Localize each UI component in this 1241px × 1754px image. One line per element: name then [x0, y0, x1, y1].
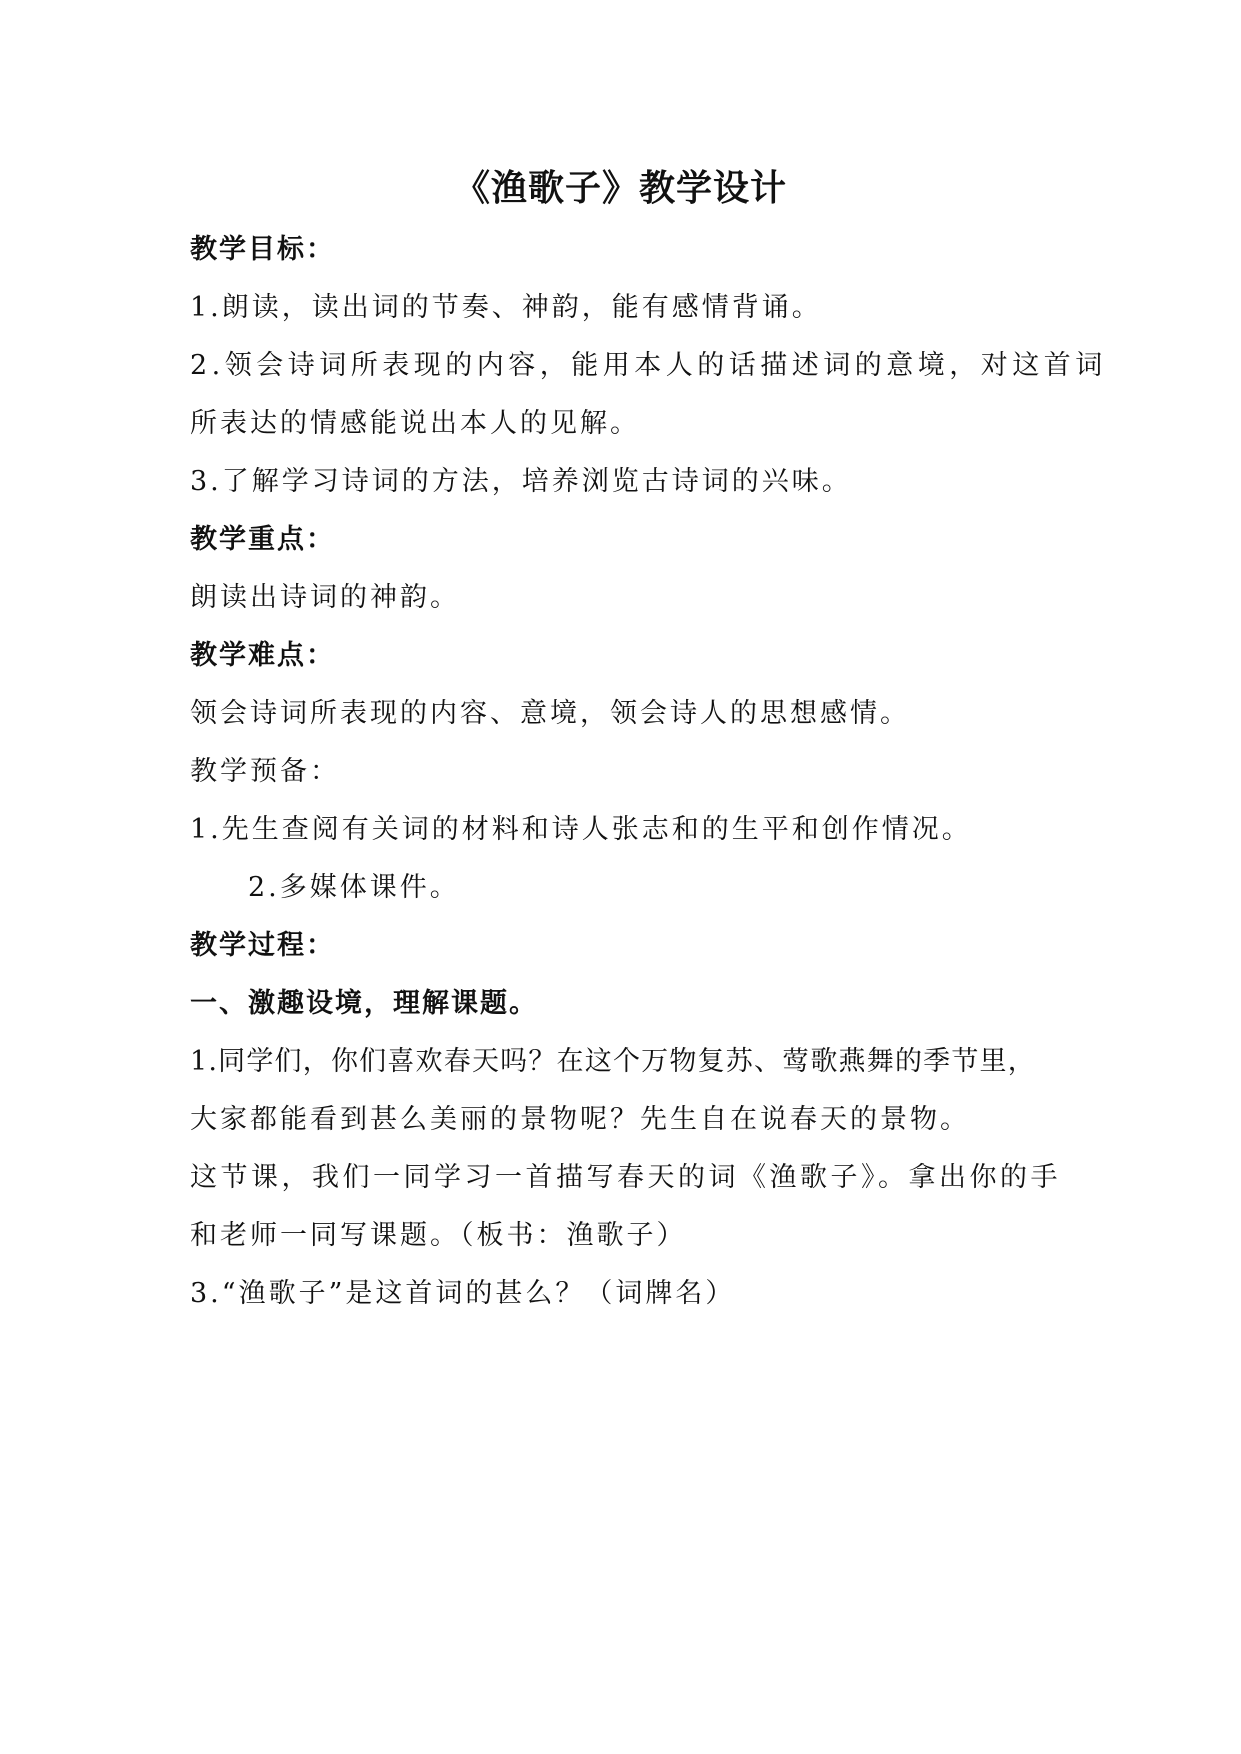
process-paragraph-2: 这节课，我们一同学习一首描写春天的词《渔歌子》。拿出你的手 — [190, 1162, 1061, 1193]
process-step-1-heading: 一、激趣设境，理解课题。 — [190, 988, 538, 1019]
difficulty-text: 领会诗词所表现的内容、意境，领会诗人的思想感情。 — [190, 698, 910, 729]
objective-item-3: 3.了解学习诗词的方法，培养浏览古诗词的兴味。 — [190, 466, 852, 497]
section-heading-objectives: 教学目标： — [190, 234, 335, 265]
preparation-item-1: 1.先生查阅有关词的材料和诗人张志和的生平和创作情况。 — [190, 814, 972, 845]
process-paragraph-1: 1.同学们，你们喜欢春天吗？在这个万物复苏、莺歌燕舞的季节里， — [190, 1046, 1036, 1077]
process-paragraph-3: 3.“渔歌子”是这首词的甚么？（词牌名） — [190, 1278, 736, 1309]
section-heading-preparation: 教学预备： — [190, 756, 340, 787]
section-heading-difficulties: 教学难点： — [190, 640, 335, 671]
key-point-text: 朗读出诗词的神韵。 — [190, 582, 460, 613]
section-heading-process: 教学过程： — [190, 930, 335, 961]
document-title: 《渔歌子》教学设计 — [453, 168, 787, 209]
process-paragraph-1-continued: 大家都能看到甚么美丽的景物呢？先生自在说春天的景物。 — [190, 1104, 970, 1135]
process-paragraph-2-continued: 和老师一同写课题。（板书：渔歌子） — [190, 1220, 687, 1251]
objective-item-1: 1.朗读，读出词的节奏、神韵，能有感情背诵。 — [190, 292, 822, 323]
preparation-item-2: 2.多媒体课件。 — [248, 872, 460, 903]
section-heading-key-points: 教学重点： — [190, 524, 335, 555]
objective-item-2: 2.领会诗词所表现的内容，能用本人的话描述词的意境，对这首词 — [190, 350, 1107, 381]
objective-item-2-continued: 所表达的情感能说出本人的见解。 — [190, 408, 640, 439]
